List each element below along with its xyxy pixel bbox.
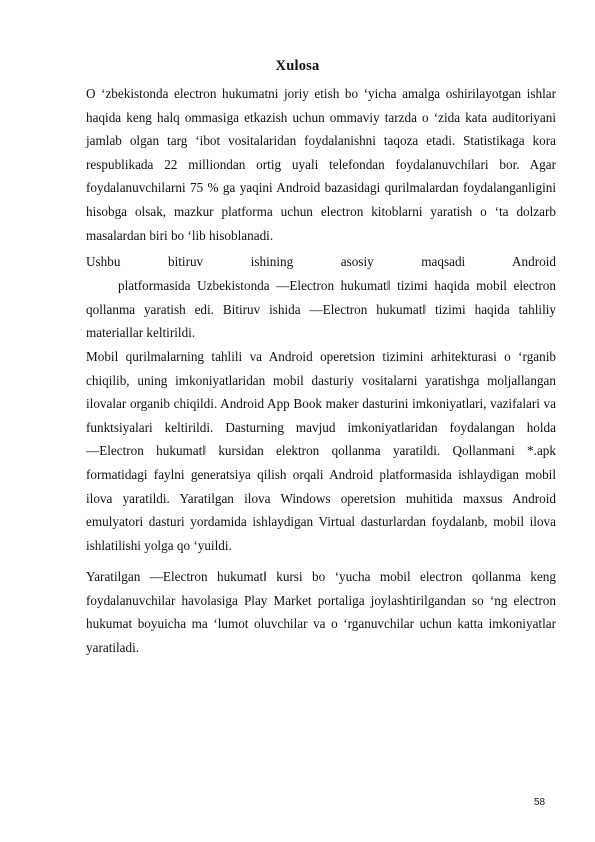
paragraph-3: Mobil qurilmalarning tahlili va Android operetsion tizimini arhitekturasi o ‘rganib chiqilib, uning imkoniyatlaridan mobil dasturiy vositalarni yaratishga moljallangan ilovalar organib chiqildi. Android App Book maker dasturini imkoniyatlari, vazifalari va funktsiyalari keltirildi. Dasturning mavjud imkoniyatlaridan foydalangan holda ―Electron hukumat‖ kursidan elektron qollanma yaratildi. Qollanmani *.apk formatidagi faylni generatsiya qilish orqali Android platformasida ishlaydigan mobil ilova yaratildi. Yaratilgan ilova Windows operetsion muhitida maxsus Android emulyatori dasturi yordamida ishlaydigan Virtual dasturlardan foydalanb, mobil ilova ishlatilishi yolga qo ‘yuildi. <box>86 349 556 553</box>
paragraph-2-heading-line: Ushbu bitiruv ishining asosiy maqsadi Android <box>86 254 556 269</box>
page-number: 58 <box>534 797 546 808</box>
paragraph-1: O ‘zbekistonda electron hukumatni joriy etish bo ‘yicha amalga oshirilayotgan ishlar haqida keng halq ommasiga etkazish uchun ommaviy tarzda o ‘zida kata auditoriyani jamlab olgan targ ‘ibot vositalaridan foydalanishni taqoza etadi. Statistikaga kora respublikada 22 milliondan ortig uyali telefondan foydalanuvchilari bor. Agar foydalanuvchilarni 75 % ga yaqini Android bazasidagi qurilmalardan foydalanganligini hisobga olsak, mazkur platforma uchun electron kitoblarni yaratish o ‘ta dolzarb masalardan biri bo ‘lib hisoblanadi. <box>86 86 556 243</box>
paragraph-4: Yaratilgan ―Electron hukumat‖ kursi bo ‘yucha mobil electron qollanma keng foydalanuvchilar havolasiga Play Market portaliga joylashtirilgandan so ‘ng electron hukumat boyuicha ma ‘lumot oluvchilar va o ‘rganuvchilar uchun katta imkoniyatlar yaratiladi. <box>86 569 556 655</box>
paragraph-2-text: platformasida Uzbekistonda ―Electron hukumat‖ tizimi haqida mobil electron qollanma yaratish edi. Bitiruv ishida ―Electron hukumat‖ tizimi haqida tahliliy materiallar keltirildi. <box>86 278 556 341</box>
page-title: Xulosa <box>275 58 320 74</box>
paragraph-2 <box>86 274 556 345</box>
